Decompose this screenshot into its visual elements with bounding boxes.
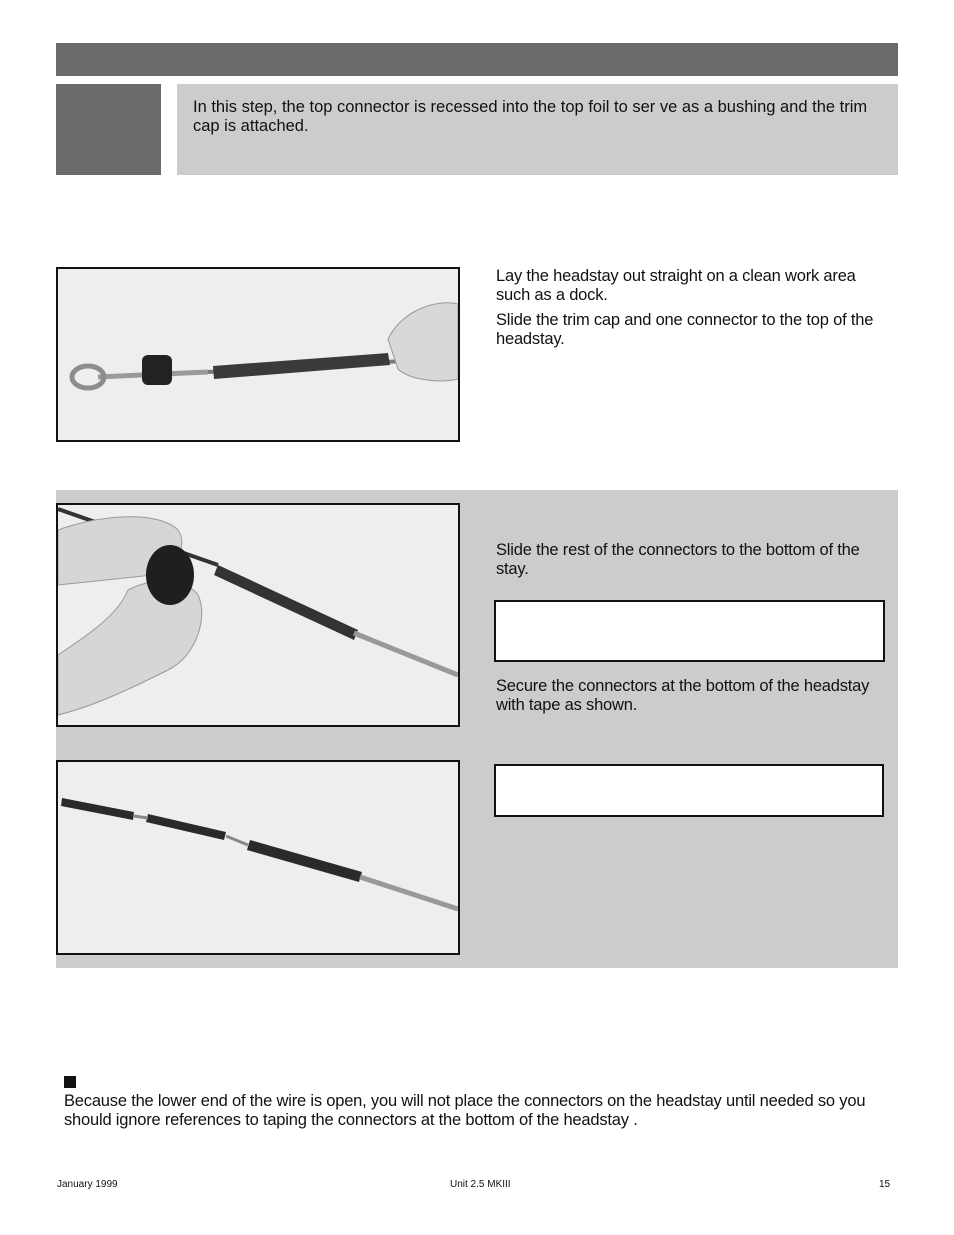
- caution-box-1: [494, 600, 885, 662]
- note-text: Because the lower end of the wire is open, you will not place the connectors on the headstay until needed so you should ignore references to taping the connectors at the bottom of the headstay .: [64, 1092, 866, 1129]
- footer-date: January 1999: [57, 1179, 118, 1190]
- header-bar: [56, 43, 898, 76]
- step-number-box: [56, 84, 161, 175]
- step1-text-2: Slide the trim cap and one connector to the top of the headstay.: [496, 311, 874, 348]
- note-bullet-icon: [64, 1076, 76, 1088]
- step2-text-1: Slide the rest of the connectors to the bottom of the stay.: [496, 541, 860, 578]
- step1-text-1: Lay the headstay out straight on a clean work area such as a dock.: [496, 267, 856, 304]
- caution-box-2: [494, 764, 884, 817]
- footer-unit: Unit 2.5 MKIII: [450, 1179, 511, 1190]
- photo-headstay-trim-cap: [56, 267, 460, 442]
- footer-page-number: 15: [879, 1179, 891, 1190]
- step2-text-2: Secure the connectors at the bottom of the headstay with tape as shown.: [496, 677, 870, 714]
- photo-connectors-on-stay: [56, 760, 460, 955]
- photo-taping-connectors: [56, 503, 460, 727]
- intro-text: In this step, the top connector is recessed into the top foil to ser ve as a bushing and the trim cap is attached.: [193, 98, 868, 135]
